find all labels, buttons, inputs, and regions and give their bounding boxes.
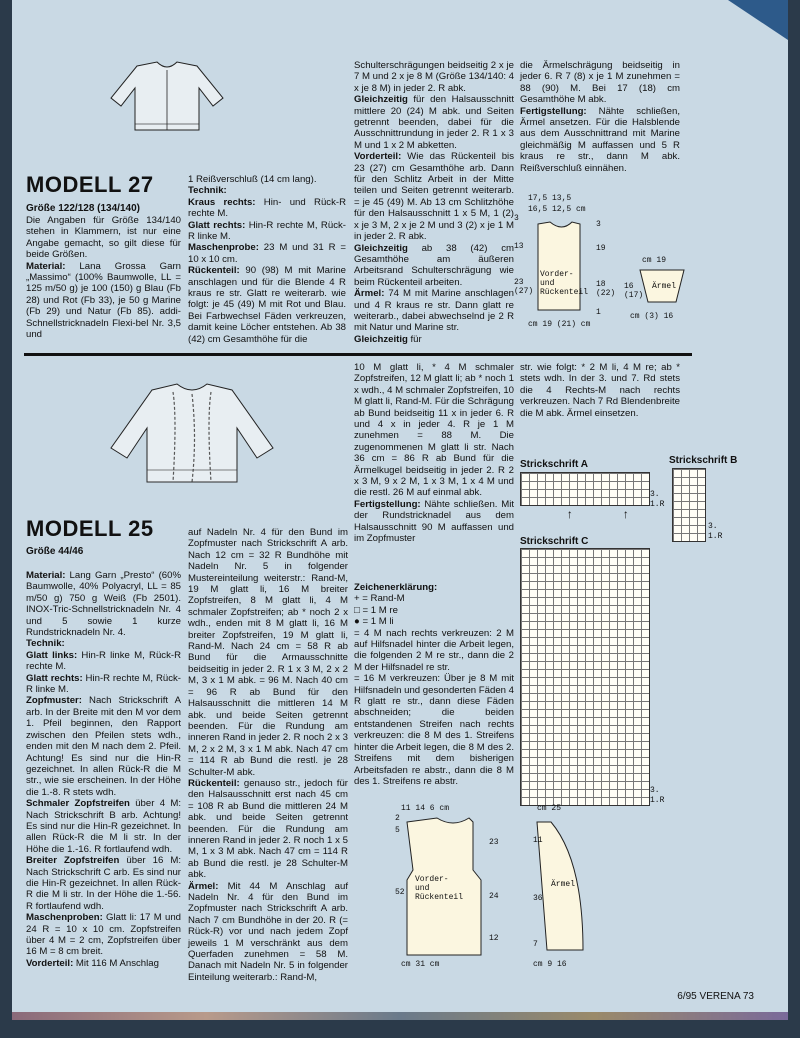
schematic-left-num: 13 (514, 242, 524, 251)
paragraph-heading: Glatt rechts: (26, 672, 83, 684)
modell-25-legend (354, 582, 514, 787)
paragraph (26, 215, 181, 261)
paragraph (354, 151, 514, 242)
paragraph-text: Mit 116 M Anschlag (73, 957, 159, 969)
schematic-left-num: 2 (395, 814, 400, 823)
paragraph-text: die Ärmelschrägung beidseitig in jeder 6. R 7 (8) x je 1 M zunehmen = 88 (90) M. Bei 17 (18) cm Gesamthöhe M abk. (520, 60, 680, 106)
schematic-bottom-label: cm 31 cm (401, 960, 440, 969)
paragraph-text: Glatt li: 17 M und 24 R = 10 x 10 cm. Zopfstreifen über 4 M = 2 cm, Zopfstreifen über 16 M = 8 cm breit. (26, 912, 181, 958)
paragraph-text: für (407, 333, 422, 345)
paragraph-text: 10 M glatt li, * 4 M schmaler Zopfstreifen, 12 M glatt li; ab * noch 1 x wdh., 4 M schmaler Zopfstreifen, 10 M glatt li, Rand-M. Für die Schrägung ab Bund beidseitig 11 x in jeder 6. R und 4 x in jeder 4. R je 1 M zunehmen = 88 M. Die zugenommenen M glatt li str. Nach 36 cm = 86 R ab Bund für die Ärmelkugel beidseitig in jeder 2. R 2 x 3 M, 9 x 2 M, 1 x 3 M, 1 x 4 M und die restl. 26 M auf einmal abk. (354, 362, 514, 499)
paragraph-heading: Technik: (188, 185, 227, 197)
paragraph-text: = 4 M nach rechts verkreuzen: 2 M auf Hilfsnadel hinter die Arbeit legen, die folgenden 2 M re str., dann die 2 M der Hilfsnadel re str. (354, 627, 514, 673)
paragraph-text: 23 M und 31 R = 10 x 10 cm. (188, 242, 346, 265)
bottom-strip (12, 1012, 788, 1020)
paragraph (188, 220, 346, 243)
paragraph-text: 1 Reißverschluß (14 cm lang). (188, 174, 317, 185)
schematic-top-label: 11 14 6 cm (401, 804, 450, 813)
paragraph (354, 582, 514, 593)
modell-27-col4 (520, 60, 680, 174)
paragraph-heading: Gleichzeitig (354, 242, 408, 254)
paragraph (354, 288, 514, 334)
paragraph (26, 958, 181, 969)
schematic-top-label-2: 16,5 12,5 cm (528, 205, 586, 214)
paragraph-text: Mit 44 M Anschlag auf Nadeln Nr. 4 für den Bund im Zopfmuster nach Strickschrift A arb. Nach 7 cm Bundhöhe in der 20. R (= Rück-R) vor und nach jedem Zopf jeweils 1 M verschränkt aus dem Querfaden zunehmen = 58 M. Danach mit Nadeln Nr. 5 in folgender Einteilung weiterarb.: Rand-M, (188, 880, 348, 983)
paragraph-heading: Vorderteil: (26, 957, 74, 969)
paragraph (354, 605, 514, 616)
schematic-right-num: 23 (489, 838, 499, 847)
paragraph-heading: Fertigstellung: (520, 105, 587, 117)
chart-c-grid (520, 548, 650, 806)
sleeve-left-label: 16 (17) (624, 282, 644, 300)
chart-a-grid (520, 472, 650, 506)
chart-b-row-label: 1.R (708, 532, 723, 541)
chart-b-grid (672, 468, 706, 542)
page-footer: 6/95 VERENA 73 (677, 991, 754, 1002)
modell-27-col3 (354, 60, 514, 345)
paragraph-text: Nähte schließen, Ärmel ansetzen. Für die Halsblende aus dem Ausschnittrand mit Marine gleichmäßig M auffassen und 5 R kraus re str., dann M abk. Reißverschluß einnähen. (520, 105, 680, 174)
schematic-right-num: 12 (489, 934, 499, 943)
chart-c-row-label: 1.R (650, 796, 665, 805)
sweater-sketch (107, 378, 277, 488)
chart-a-title: Strickschrift A (520, 459, 588, 470)
paragraph (188, 174, 346, 185)
chart-a-arrow: ↑ (622, 508, 630, 522)
chart-c-title: Strickschrift C (520, 536, 589, 547)
paragraph (26, 673, 181, 696)
paragraph-heading: Glatt links: (26, 649, 78, 661)
paragraph-heading: Maschenproben: (26, 912, 103, 924)
schematic-right-num: 19 (596, 244, 606, 253)
modell-27-col2 (188, 174, 346, 345)
schematic-bottom-label: cm 19 (21) cm (528, 320, 591, 329)
paragraph-text: Lang Garn „Presto“ (60% Baumwolle, 40% Polyacryl, LL = 85 m/50 g) 750 g Weiß (Fb 2501). INOX-Tric-Schnellstricknadeln Nr. 4 und 5 sowie 1 kurze Rundstricknadeln Nr. 4. (26, 570, 181, 639)
paragraph (26, 650, 181, 673)
paragraph-heading: Gleichzeitig (354, 333, 408, 345)
paragraph-heading: Material: (26, 570, 66, 581)
paragraph-text: 90 (98) M mit Marine anschlagen und für die Blende 4 R kraus re str. Glatt re weiterarb. wie folgt: je 45 (49) M mit Rot und Blau. Bei Farbwechsel Fäden verkreuzen, damit keine Löcher entstehen. Ab 38 (42) cm Gesamthöhe für die (188, 265, 346, 345)
paragraph (26, 798, 181, 855)
paragraph-text: + = Rand-M (354, 593, 405, 605)
paragraph (26, 695, 181, 798)
paragraph (354, 362, 514, 499)
paragraph-heading: Kraus rechts: (188, 196, 256, 208)
modell-25-size: Größe 44/46 (26, 546, 84, 557)
magazine-page (12, 0, 788, 1020)
sleeve-top-label: cm 25 (537, 804, 562, 813)
modell-27-size: Größe 122/128 (134/140) (26, 203, 140, 214)
paragraph (188, 778, 348, 881)
modell-25-col2 (188, 527, 348, 983)
paragraph (188, 527, 348, 778)
paragraph (26, 261, 181, 341)
modell-27-schematic (510, 192, 690, 332)
modell-27-col1 (26, 215, 181, 340)
paragraph (26, 855, 181, 912)
modell-25-col3 (354, 362, 514, 545)
chart-a-arrow: ↑ (566, 508, 574, 522)
paragraph (520, 362, 680, 419)
paragraph (26, 638, 181, 649)
paragraph (188, 242, 346, 265)
paragraph-heading: Maschenprobe: (188, 242, 259, 254)
paragraph-heading: Vorderteil: (354, 151, 402, 163)
paragraph-heading: Zopfmuster: (26, 695, 82, 707)
paragraph-text: über 4 M: Nach Strickschrift B arb. Achtung! Es sind nur die Hin-R gezeichnet. In allen Rück-R die M li str. In der Höhe die 1.-16. R fortlaufend wdh. (26, 798, 181, 855)
paragraph-text: ● = 1 M li (354, 616, 394, 628)
sleeve-left-num: 36 (533, 894, 543, 903)
paragraph (354, 60, 514, 94)
paragraph-text: = 16 M verkreuzen: Über je 8 M mit Hilfsnadeln und gesonderten Fäden 4 R glatt re str., dann diese Fäden abschneiden; die beiden entstandenen Streifen nach rechts verkreuzen: die 8 M des 1. Streifens hinter die Arbeit legen, die 8 M des 2. Streifens mit dem bisherigen Arbeitsfaden re abstr., dann die 8 M des 1. Streifens re abstr. (354, 673, 515, 787)
paragraph (354, 243, 514, 289)
paragraph-text: Hin-R rechte M, Rück-R linke M. (26, 672, 181, 696)
sleeve-bottom-label: cm 9 16 (533, 960, 567, 969)
paragraph (188, 881, 348, 984)
paragraph-text: str. wie folgt: * 2 M li, 4 M re; ab * stets wdh. In der 3. und 7. Rd stets die 4 Rechts-M nach rechts verkreuzen. Nach 7 Rd Blendenbreite die M abk. Ärmel einsetzen. (520, 362, 680, 419)
schematic-left-num: 5 (395, 826, 400, 835)
paragraph (354, 334, 514, 345)
paragraph-text: Wie das Rückenteil bis 23 (27) cm Gesamthöhe arb. Dann für den Schlitz Arbeit in der Mitte teilen und Seiten getrennt weiterarb. = je 45 (49) M. Ab 13 cm Schlitzhöhe für den Halsausschnitt 1 x 5 M, 1 (2) x je 3 M, 2 x je 2 M und 3 (2) x je 1 M in jeder 2. R abk. (354, 151, 514, 243)
schematic-sleeve-label: Ärmel (551, 880, 576, 889)
section-divider (24, 353, 692, 356)
paragraph (354, 628, 514, 674)
modell-25-title: MODELL 25 (26, 516, 154, 541)
paragraph-text: Schulterschrägungen beidseitig 2 x je 7 M und 2 x je 8 M (Größe 134/140: 4 x je 8 M) in jeder 2. R abk. (354, 60, 514, 94)
sleeve-bottom-label: cm (3) 16 (630, 312, 674, 321)
chart-c-row-label: 3. (650, 786, 660, 795)
paragraph-heading: Rückenteil: (188, 777, 240, 789)
paragraph (188, 185, 346, 196)
paragraph-heading: Technik: (26, 638, 65, 650)
paragraph-heading: Zeichenerklärung: (354, 582, 438, 593)
sleeve-top-label: cm 19 (642, 256, 667, 265)
modell-25-schematic (377, 800, 687, 975)
schematic-right-num: 24 (489, 892, 499, 901)
paragraph-text: Die Angaben für Größe 134/140 stehen in Klammern, ist nur eine Angabe gemacht, so gilt diese für beide Größen. (26, 215, 181, 261)
schematic-sleeve-label: Ärmel (652, 282, 677, 291)
chart-b-title: Strickschrift B (669, 455, 738, 466)
paragraph-text: Nach Strickschrift A arb. In der Breite mit den M vor dem 1. Pfeil beginnen, den Rapport zwischen den Pfeilen stets wdh., enden mit den M nach dem 2. Pfeil. Achtung! Es sind nur die Hin-R gezeichnet. In allen Rück-R die M str., wie sie erscheinen. In der Höhe die 1.-8. R stets wdh. (26, 695, 181, 798)
chart-a-row-label: 3. (650, 490, 660, 499)
paragraph (354, 593, 514, 604)
paragraph-text: genauso str., jedoch für den Halsausschnitt erst nach 45 cm = 108 R ab Bund die mittleren 24 M abk. und beide Seiten getrennt beenden. Für die Rundung am inneren Rand in jeder 2. R noch 1 x 5 M, 1 x 3 M abk. Nach 47 cm = 114 R ab Bund die restl. je 28 Schulter-M abk. (188, 777, 348, 881)
paragraph (26, 570, 181, 638)
paragraph-text: Hin- und Rück-R rechte M. (188, 196, 346, 220)
paragraph (354, 673, 514, 787)
schematic-right-num: 1 (596, 308, 601, 317)
paragraph-text: über 16 M: Nach Strickschrift C arb. Es sind nur die Hin-R gezeichnet. In allen Rück-R die M li str. In der Höhe die 1.-56. R fortlaufend wdh. (26, 855, 181, 912)
schematic-left-num: 52 (395, 888, 405, 897)
modell-25-col1 (26, 570, 181, 969)
paragraph (354, 94, 514, 151)
schematic-piece-label: Vorder- und Rückenteil (415, 875, 464, 902)
paragraph-heading: Ärmel: (354, 288, 385, 300)
paragraph-heading: Rückenteil: (188, 265, 240, 277)
paragraph-heading: Schmaler Zopfstreifen (26, 798, 130, 810)
schematic-piece-label: Vorder- und Rückenteil (540, 270, 589, 297)
paragraph (520, 106, 680, 174)
paragraph-text: 74 M mit Marine anschlagen und 4 R kraus re str. Dann glatt re weiterarb., dabei abwechselnd je 2 R mit Natur und Marine str. (354, 288, 514, 334)
modell-25-col4 (520, 362, 680, 419)
paragraph-text: Nähte schließen. Mit der Rundstricknadel aus dem Halsausschnitt 90 M auffassen und im Zopfmuster (354, 498, 514, 545)
modell-27-title: MODELL 27 (26, 172, 154, 197)
paragraph (354, 616, 514, 627)
paragraph (188, 197, 346, 220)
schematic-top-label: 17,5 13,5 (528, 194, 572, 203)
sleeve-left-num: 11 (533, 836, 543, 845)
cardigan-sketch (107, 58, 227, 133)
paragraph-text: Lana Grossa Garn „Massimo“ (100% Baumwolle, LL = 125 m/50 g) je 100 (150) g Blau (Fb 28) und Rot (Fb 33), je 50 g Marine (Fb 29) und Natur (Fb 85). addi-Schnellstricknadeln Flexi-bel Nr. 3,5 und (26, 260, 181, 341)
schematic-right-num: 3 (596, 220, 601, 229)
paragraph-text: Hin-R linke M, Rück-R rechte M. (26, 649, 181, 673)
schematic-left-num: 23 (27) (514, 278, 534, 296)
paragraph (520, 60, 680, 106)
paragraph-text: für den Halsausschnitt mittlere 20 (24) M abk. und Seiten getrennt beenden, dabei für die Ausschnittrundung in jeder 2. R 1 x 3 M und 1 x 2 M abketten. (354, 94, 514, 151)
paragraph-heading: Breiter Zopfstreifen (26, 855, 120, 867)
paragraph (188, 265, 346, 345)
schematic-right-num: 18 (22) (596, 280, 616, 298)
paragraph (354, 499, 514, 545)
paragraph-heading: Fertigstellung: (354, 498, 421, 510)
paragraph-text: Hin-R rechte M, Rück-R linke M. (188, 219, 346, 243)
paragraph-heading: Ärmel: (188, 880, 219, 892)
schematic-left-num: 3 (514, 214, 519, 223)
paragraph-heading: Glatt rechts: (188, 219, 246, 231)
corner-decoration (728, 0, 788, 40)
paragraph-text: auf Nadeln Nr. 4 für den Bund im Zopfmuster nach Strickschrift A arb. Nach 12 cm = 32 R Bundhöhe mit Nadeln Nr. 5 in folgender Mustereinteilung weiterstr.: Rand-M, 19 M glatt li, 16 M breiter Zopfstreifen, 8 M glatt li, 4 M schmaler Zopfstreifen; ab * noch 2 x wdh., enden mit 8 M glatt li, 16 M breiter Zopfstreifen, 19 M glatt li, Rand-M. Nach 24 cm = 58 R ab Bund für die Armausschnitte beidseitig in jeder 2. R 1 x 3 M, 2 x 2 M, 3 x 1 M abk. = 96 M. Nach 40 cm = 96 R ab Bund für den Halsausschnitt die mittleren 14 M abk. und beide Seiten getrennt beenden. Für die Rundung am inneren Rand in jeder 2. R noch 2 x 3 M, 2 x 2 M, 3 x 1 M abk. Nach 47 cm = 114 R ab Bund die restl. je 28 Schulter-M abk. (188, 527, 348, 778)
chart-b-row-label: 3. (708, 522, 718, 531)
paragraph-heading: Material: (26, 260, 66, 272)
sleeve-left-num: 7 (533, 940, 538, 949)
paragraph-text: □ = 1 M re (354, 604, 398, 616)
paragraph-text: ab 38 (42) cm Gesamthöhe am äußeren Arbeitsrand Schulterschrägung wie beim Rückenteil arbeiten. (354, 242, 514, 288)
paragraph (26, 912, 181, 958)
paragraph-heading: Gleichzeitig (354, 94, 408, 106)
chart-a-row-label: 1.R (650, 500, 665, 509)
